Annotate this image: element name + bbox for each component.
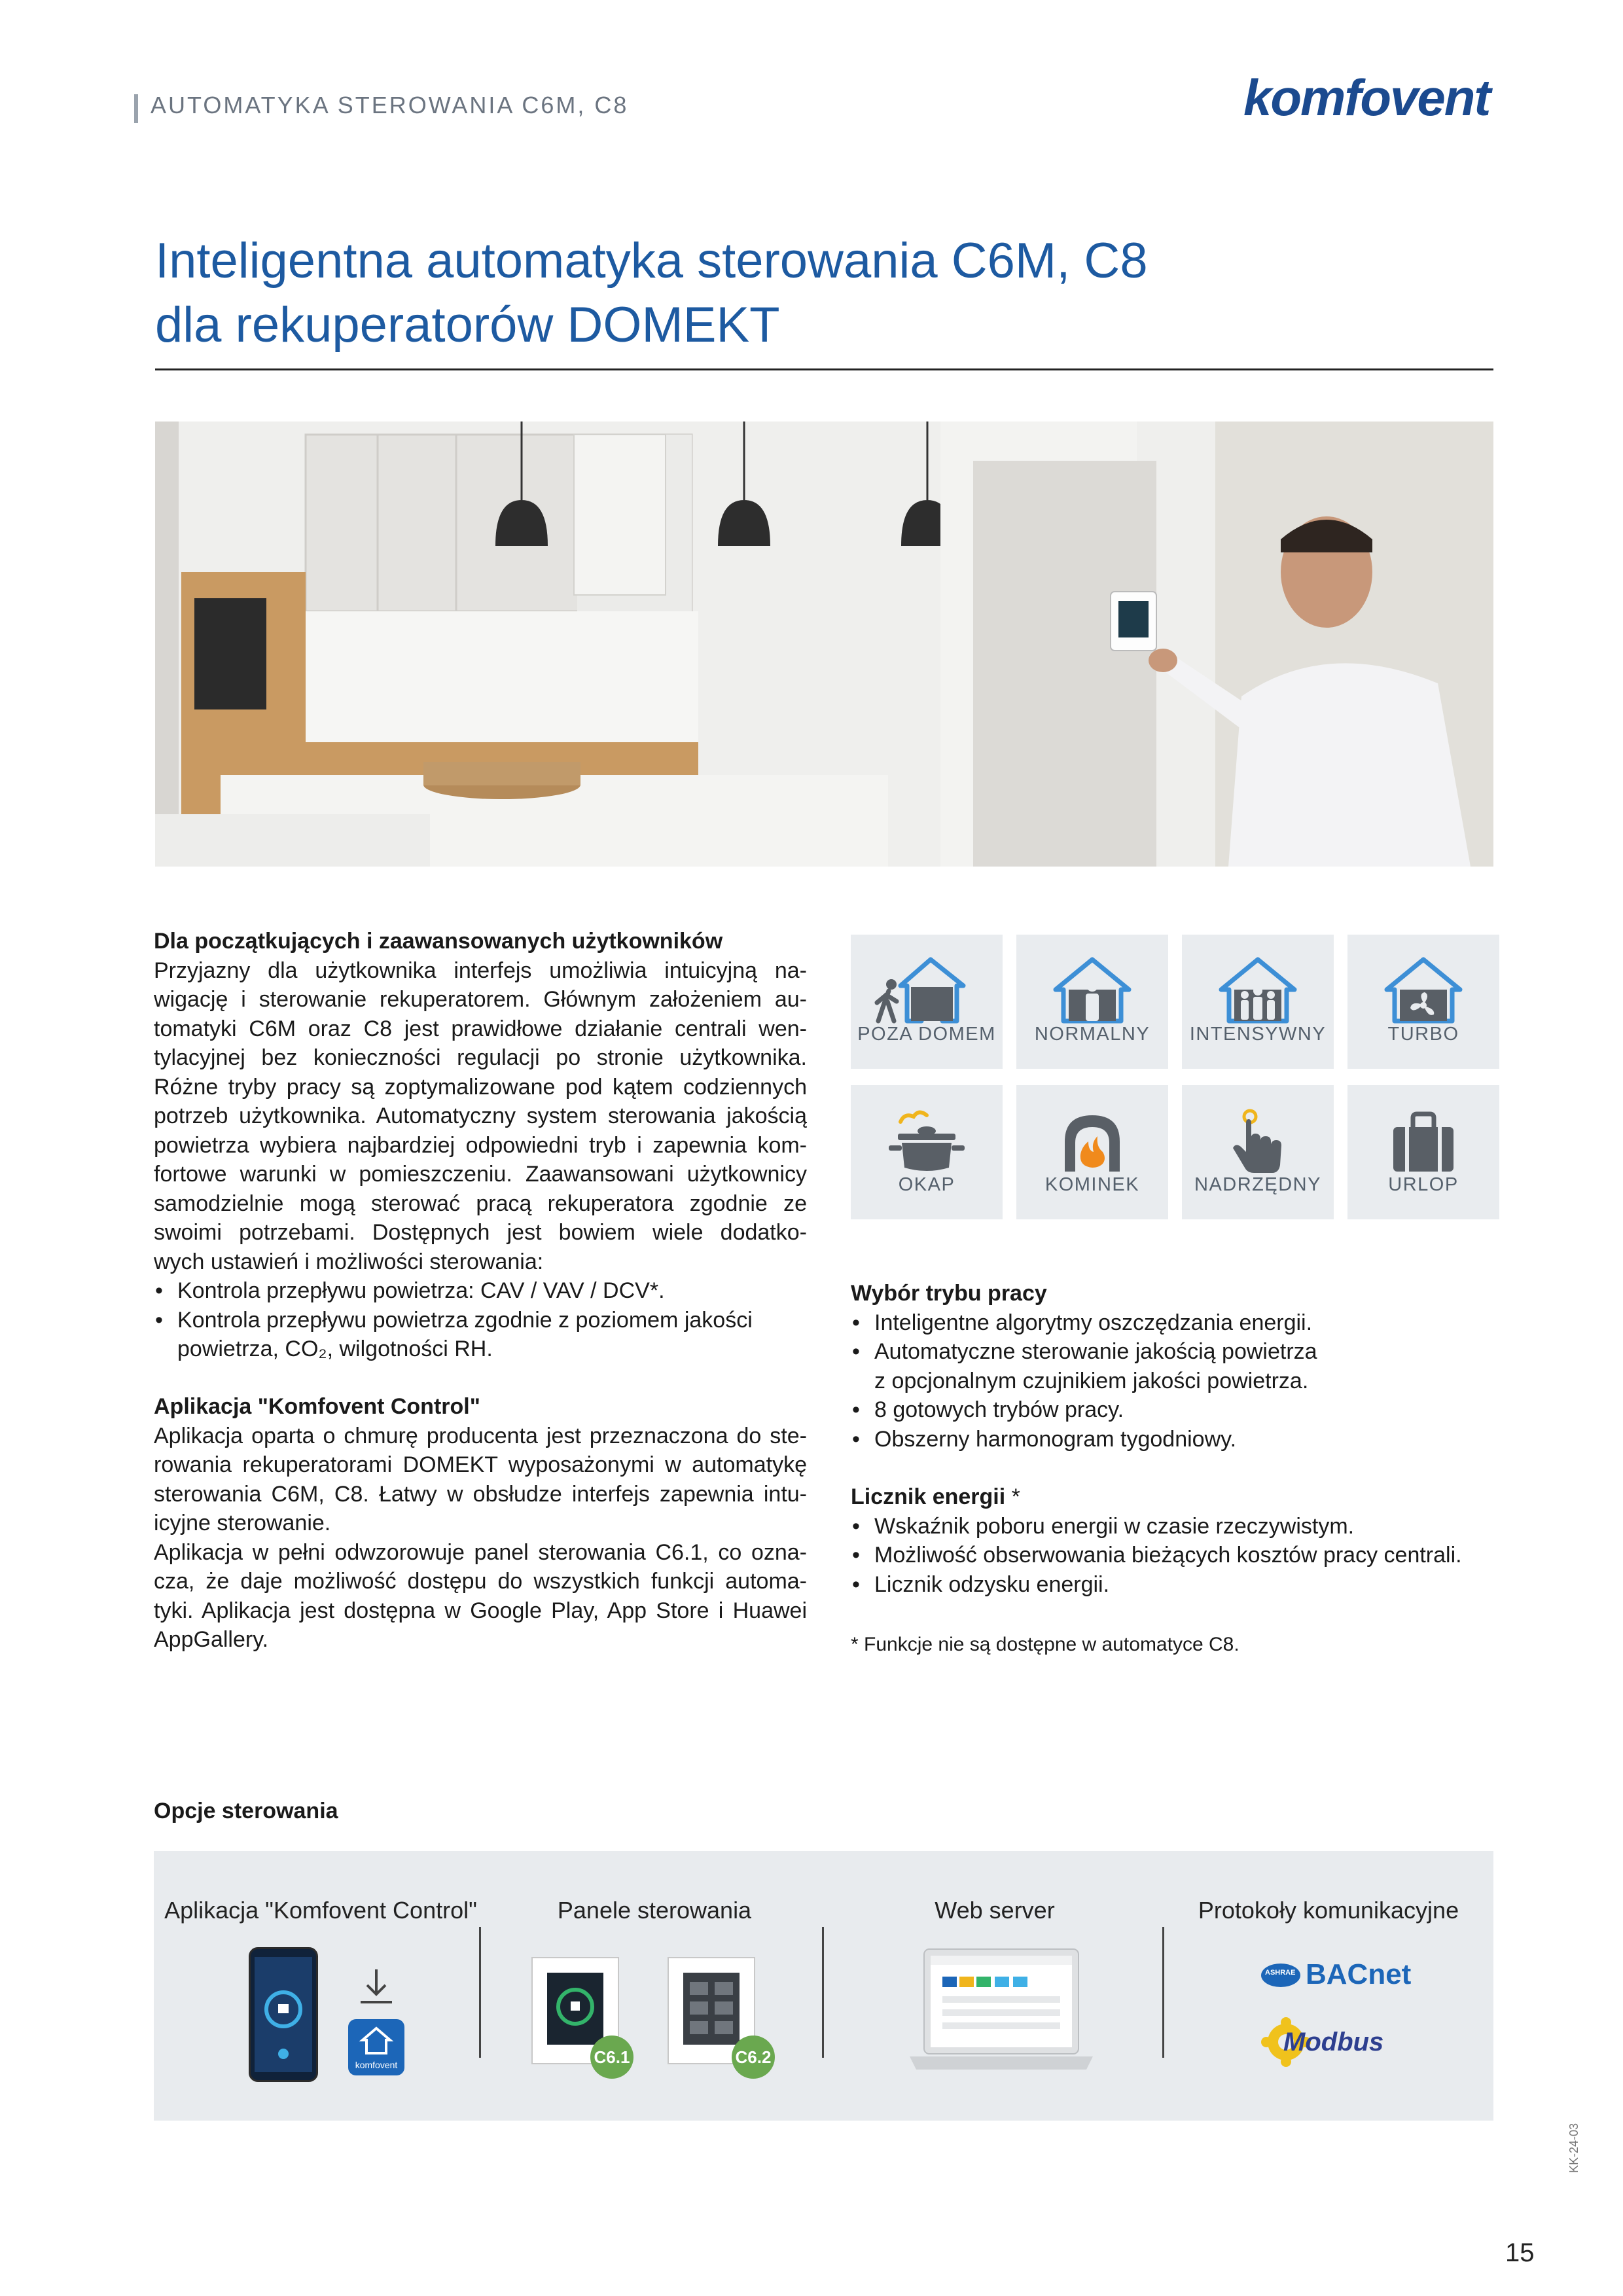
mode-label: KOMINEK bbox=[1044, 1174, 1140, 1195]
app-store-tile bbox=[348, 2019, 404, 2075]
app-heading: Aplikacja "Komfovent Control" bbox=[154, 1394, 480, 1419]
option-label-app: Aplikacja "Komfovent Control" bbox=[164, 1897, 477, 1924]
app-line: rowania rekuperatorami DOMEKT wyposażonymi w automatykę bbox=[154, 1452, 807, 1477]
energy-bullets bbox=[851, 1512, 1492, 1600]
users-line: potrzeb użytkownika. Automatyczny system sterowania jakością bbox=[154, 1103, 807, 1128]
kitchen-photo bbox=[155, 422, 1493, 867]
bullet-item: • Możliwość obserwowania bieżących kosztów pracy centrali. bbox=[851, 1541, 1492, 1570]
energy-section bbox=[851, 1482, 1492, 1599]
users-line: fortowe warunki w pomieszczeniu. Zaawansowani użytkownicy bbox=[154, 1162, 807, 1187]
bullet-text: z opcjonalnym czujnikiem jakości powietrza. bbox=[874, 1368, 1309, 1393]
app-line: tyki. Aplikacja jest dostępna w Google Play, App Store i Huawei bbox=[154, 1598, 807, 1623]
section-label: AUTOMATYKA STEROWANIA C6M, C8 bbox=[151, 92, 629, 118]
options-divider bbox=[822, 1927, 824, 2058]
web-server-screen-icon bbox=[903, 1944, 1099, 2081]
mode-label: OKAP bbox=[898, 1174, 955, 1195]
users-line: samodzielnie mogą sterować pracą rekuperatora zgodnie ze bbox=[154, 1191, 807, 1216]
option-label-webserver: Web server bbox=[935, 1897, 1055, 1924]
mode-tile-intensive bbox=[1182, 935, 1334, 1069]
title-rule bbox=[155, 368, 1493, 370]
mode-tile-vacation bbox=[1347, 1085, 1499, 1219]
mode-bullets bbox=[851, 1308, 1492, 1454]
bacnet-text: BACnet bbox=[1306, 1958, 1412, 1990]
app-line: Aplikacja oparta o chmurę producenta jest przeznaczona do ste- bbox=[154, 1423, 807, 1448]
modbus-logo bbox=[1260, 2016, 1410, 2068]
suitcase-icon bbox=[1347, 1103, 1499, 1177]
users-line: powietrza wybiera najbardziej odpowiedni tryb i zapewnia kom- bbox=[154, 1132, 807, 1158]
users-line: swoimi potrzebami. Dostępnych jest bowiem wiele dodatko- bbox=[154, 1220, 807, 1245]
mode-label: URLOP bbox=[1388, 1174, 1459, 1195]
modbus-text: Modbus bbox=[1283, 2028, 1384, 2056]
app-tile-text: komfovent bbox=[355, 2060, 398, 2070]
fireplace-icon bbox=[1016, 1103, 1168, 1177]
option-label-protocols: Protokoły komunikacyjne bbox=[1198, 1897, 1459, 1924]
users-line: Różne tryby pracy są zoptymalizowane pod kątem codziennych bbox=[154, 1074, 807, 1100]
app-line: cza, że daje możliwość dostępu do wszystkich funkcji automa- bbox=[154, 1569, 807, 1594]
bacnet-logo bbox=[1260, 1957, 1412, 1996]
users-bullets bbox=[154, 1276, 807, 1364]
users-section bbox=[154, 927, 807, 1364]
phone-image bbox=[249, 1947, 318, 2082]
energy-heading: Licznik energii bbox=[851, 1484, 1006, 1509]
normal-home-icon bbox=[1016, 953, 1168, 1026]
users-line: Przyjazny dla użytkownika interfejs umożliwia intuicyjną na- bbox=[154, 958, 807, 983]
panel-badge-c61: C6.1 bbox=[590, 2036, 633, 2079]
footnote: * Funkcje nie są dostępne w automatyce C8. bbox=[851, 1634, 1240, 1655]
options-title: Opcje sterowania bbox=[154, 1799, 338, 1823]
options-divider bbox=[1162, 1927, 1164, 2058]
cooker-hood-pot-icon bbox=[851, 1103, 1003, 1177]
mode-label: INTENSYWNY bbox=[1189, 1024, 1327, 1045]
users-body bbox=[154, 956, 807, 1277]
mode-tile-away bbox=[851, 935, 1003, 1069]
app-line: AppGallery. bbox=[154, 1627, 269, 1652]
mode-label: POZA DOMEM bbox=[857, 1024, 996, 1045]
bullet-item bbox=[851, 1337, 1492, 1395]
bullet-item: • 8 gotowych trybów pracy. bbox=[851, 1395, 1492, 1425]
bullet-text: Automatyczne sterowanie jakością powietrza bbox=[874, 1339, 1317, 1364]
users-line: wigację i sterowanie rekuperatorem. Głównym założeniem au- bbox=[154, 987, 807, 1012]
mode-label: NORMALNY bbox=[1034, 1024, 1150, 1045]
panel-badge-c62: C6.2 bbox=[732, 2036, 775, 2079]
users-line: tylacyjnej bez konieczności regulacji po stronie użytkownika. bbox=[154, 1045, 807, 1070]
turbo-home-icon bbox=[1347, 953, 1499, 1026]
page-title-line-1: Inteligentna automatyka sterowania C6M, C8 bbox=[155, 233, 1148, 289]
bullet-text: powietrza, CO₂, wilgotności RH. bbox=[177, 1336, 493, 1361]
app-screen-icon bbox=[251, 1949, 316, 2080]
energy-heading-mark: * bbox=[1005, 1484, 1020, 1509]
mode-tile-hood bbox=[851, 1085, 1003, 1219]
users-line: tomatyki C6M oraz C8 jest prawidłowe działanie centrali wen- bbox=[154, 1016, 807, 1041]
mode-heading: Wybór trybu pracy bbox=[851, 1281, 1047, 1306]
bullet-item: • Inteligentne algorytmy oszczędzania energii. bbox=[851, 1308, 1492, 1338]
komfovent-logo: komfovent bbox=[1243, 69, 1490, 126]
app-line: sterowania C6M, C8. Łatwy w obsłudze interfejs zapewnia intu- bbox=[154, 1481, 807, 1507]
app-section bbox=[154, 1392, 807, 1655]
komfovent-home-icon bbox=[348, 2019, 404, 2058]
option-label-panels: Panele sterowania bbox=[557, 1897, 752, 1924]
mode-label: TURBO bbox=[1387, 1024, 1459, 1045]
page-number: 15 bbox=[1505, 2238, 1535, 2267]
options-divider bbox=[479, 1927, 481, 2058]
document-code: KK-24-03 bbox=[1567, 2123, 1580, 2173]
page-title bbox=[155, 229, 1148, 357]
bullet-item: • Kontrola przepływu powietrza: CAV / VAV / DCV*. bbox=[154, 1276, 807, 1306]
bullet-item: • Licznik odzysku energii. bbox=[851, 1570, 1492, 1600]
bullet-text: Kontrola przepływu powietrza zgodnie z poziomem jakości bbox=[177, 1307, 753, 1333]
mode-tile-fireplace bbox=[1016, 1085, 1168, 1219]
override-hand-icon bbox=[1182, 1103, 1334, 1177]
mode-tile-turbo bbox=[1347, 935, 1499, 1069]
away-home-icon bbox=[851, 953, 1003, 1026]
app-line: Aplikacja w pełni odwzorowuje panel sterowania C6.1, co ozna- bbox=[154, 1539, 807, 1565]
bullet-item: • Wskaźnik poboru energii w czasie rzeczywistym. bbox=[851, 1512, 1492, 1541]
mode-label: NADRZĘDNY bbox=[1194, 1174, 1321, 1195]
energy-heading-row bbox=[851, 1482, 1492, 1512]
download-icon bbox=[350, 1967, 402, 2006]
bullet-item: • Obszerny harmonogram tygodniowy. bbox=[851, 1425, 1492, 1454]
intensive-home-icon bbox=[1182, 953, 1334, 1026]
users-heading: Dla początkujących i zaawansowanych użytkowników bbox=[154, 929, 723, 954]
app-line: icyjne sterowanie. bbox=[154, 1511, 331, 1535]
users-line: wych ustawień i możliwości sterowania: bbox=[154, 1249, 544, 1274]
header-divider bbox=[134, 94, 138, 123]
mode-selection-section bbox=[851, 1279, 1492, 1454]
mode-tile-normal bbox=[1016, 935, 1168, 1069]
page-title-line-2: dla rekuperatorów DOMEKT bbox=[155, 297, 780, 353]
bullet-item bbox=[154, 1306, 807, 1364]
laptop-image bbox=[903, 1944, 1099, 2081]
ashrae-text: ASHRAE bbox=[1265, 1969, 1296, 1977]
mode-tile-override bbox=[1182, 1085, 1334, 1219]
